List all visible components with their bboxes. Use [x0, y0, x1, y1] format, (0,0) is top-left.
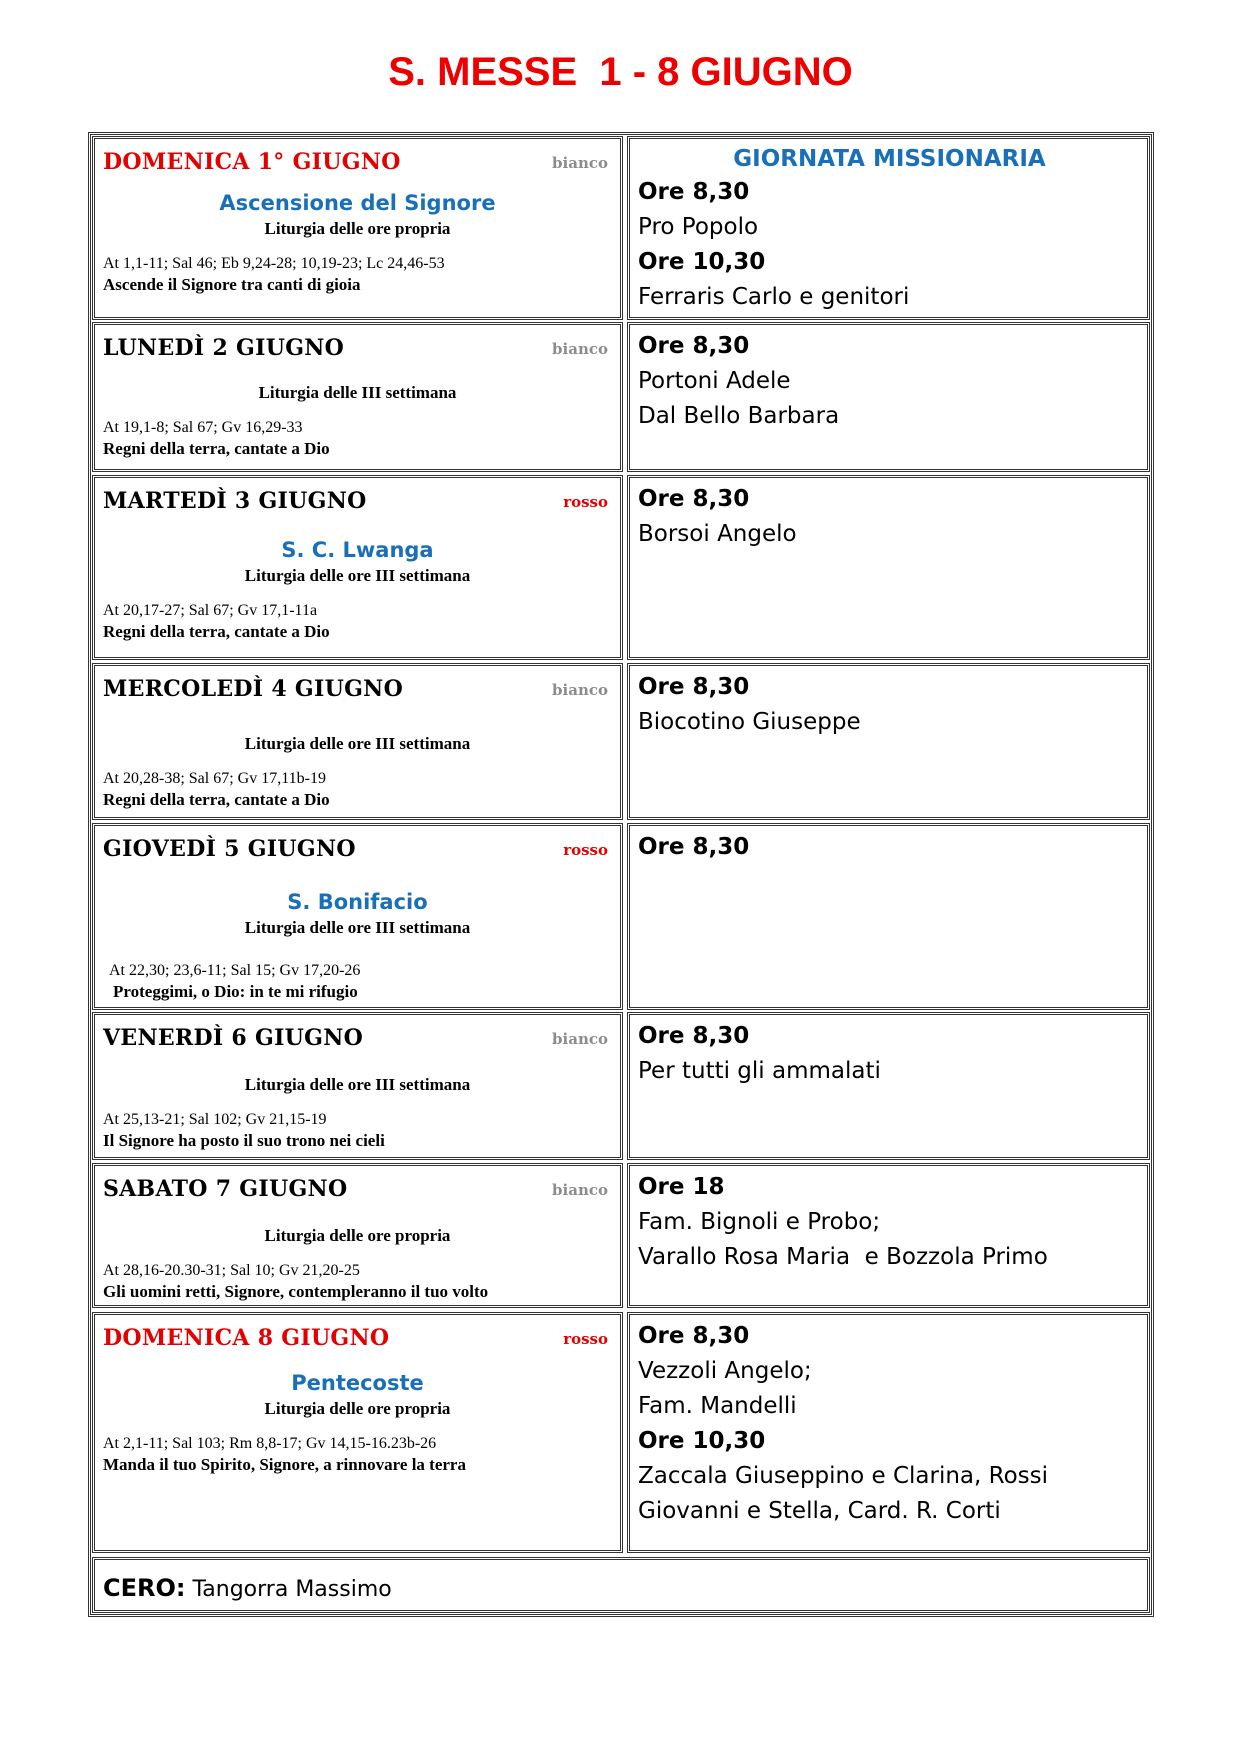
liturgical-color: bianco	[552, 1181, 608, 1199]
readings: At 20,28-38; Sal 67; Gv 17,11b-19	[103, 770, 326, 787]
mass-time: Ore 18	[638, 1174, 725, 1200]
mass-intention: Dal Bello Barbara	[638, 403, 840, 429]
cero-line	[103, 1574, 392, 1602]
feast-name: Ascensione del Signore	[219, 191, 496, 215]
day-row	[92, 322, 1150, 472]
masses-cell	[627, 1012, 1150, 1160]
cero-name: Tangorra Massimo	[192, 1577, 392, 1602]
feast-name: S. C. Lwanga	[281, 538, 434, 562]
readings: At 1,1-11; Sal 46; Eb 9,24-28; 10,19-23; Lc 24,46-53	[103, 255, 445, 272]
psalm-response: Regni della terra, cantate a Dio	[103, 790, 330, 809]
liturgical-color: rosso	[563, 1330, 608, 1348]
readings: At 20,17-27; Sal 67; Gv 17,1-11a	[103, 602, 318, 619]
mass-time: Ore 10,30	[638, 1428, 766, 1454]
masses-cell	[627, 136, 1150, 320]
page-title: S. MESSE 1 - 8 GIUGNO	[388, 50, 853, 94]
day-row	[92, 1312, 1150, 1553]
day-title: GIOVEDÌ 5 GIUGNO	[103, 836, 356, 862]
readings: At 28,16-20.30-31; Sal 10; Gv 21,20-25	[103, 1262, 360, 1279]
mass-intention: Borsoi Angelo	[638, 521, 797, 547]
masses-cell	[627, 823, 1150, 1010]
liturgy-of-hours: Liturgia delle ore propria	[264, 219, 451, 238]
feast-name: Pentecoste	[291, 1371, 424, 1395]
day-info-cell	[92, 1312, 623, 1553]
day-title: SABATO 7 GIUGNO	[103, 1176, 348, 1202]
day-title: VENERDÌ 6 GIUGNO	[103, 1025, 364, 1051]
liturgical-color: bianco	[552, 681, 608, 699]
mass-intention: Portoni Adele	[638, 368, 791, 394]
masses-cell	[627, 1163, 1150, 1308]
day-info-cell	[92, 663, 623, 820]
psalm-response: Manda il tuo Spirito, Signore, a rinnovare la terra	[103, 1455, 466, 1474]
mass-intention: Fam. Bignoli e Probo;	[638, 1209, 881, 1235]
mass-time: Ore 8,30	[638, 179, 750, 205]
liturgy-of-hours: Liturgia delle III settimana	[258, 383, 457, 402]
day-row	[92, 1012, 1150, 1160]
liturgical-color: rosso	[563, 841, 608, 859]
cero-label: CERO:	[103, 1574, 186, 1602]
psalm-response: Il Signore ha posto il suo trono nei cieli	[103, 1131, 385, 1150]
masses-cell	[627, 322, 1150, 472]
feast-name: S. Bonifacio	[287, 890, 428, 914]
mass-intention: Varallo Rosa Maria e Bozzola Primo	[638, 1244, 1048, 1270]
mass-time: Ore 8,30	[638, 1023, 750, 1049]
mass-list	[638, 329, 1141, 434]
mass-time: Ore 8,30	[638, 834, 750, 860]
psalm-response: Regni della terra, cantate a Dio	[103, 622, 330, 641]
mass-list	[638, 830, 1141, 865]
psalm-response: Ascende il Signore tra canti di gioia	[103, 275, 361, 294]
mass-intention: Pro Popolo	[638, 214, 759, 240]
liturgical-color: bianco	[552, 154, 608, 172]
readings: At 22,30; 23,6-11; Sal 15; Gv 17,20-26	[109, 962, 361, 979]
day-info-cell	[92, 1012, 623, 1160]
cero-cell	[92, 1557, 1150, 1613]
mass-list	[638, 670, 1141, 740]
readings: At 2,1-11; Sal 103; Rm 8,8-17; Gv 14,15-16.23b-26	[103, 1435, 437, 1452]
masses-cell	[627, 1312, 1150, 1553]
readings: At 25,13-21; Sal 102; Gv 21,15-19	[103, 1111, 327, 1128]
mass-list	[638, 1319, 1141, 1529]
day-title: DOMENICA 8 GIUGNO	[103, 1325, 390, 1351]
mass-intention: Fam. Mandelli	[638, 1393, 797, 1419]
mass-time: Ore 8,30	[638, 333, 750, 359]
day-row	[92, 663, 1150, 820]
liturgical-color: bianco	[552, 1030, 608, 1048]
liturgical-color: bianco	[552, 340, 608, 358]
cero-row	[92, 1557, 1150, 1613]
mass-time: Ore 8,30	[638, 486, 750, 512]
mass-list	[638, 143, 1141, 315]
liturgy-of-hours: Liturgia delle ore propria	[264, 1226, 451, 1245]
day-row	[92, 475, 1150, 660]
mass-intention: Vezzoli Angelo;	[638, 1358, 812, 1384]
day-row	[92, 136, 1150, 320]
day-row	[92, 823, 1150, 1010]
masses-cell	[627, 475, 1150, 660]
mass-list	[638, 482, 1141, 552]
liturgy-of-hours: Liturgia delle ore III settimana	[244, 566, 471, 585]
day-info-cell	[92, 322, 623, 472]
special-note: GIORNATA MISSIONARIA	[733, 146, 1046, 172]
day-title: MARTEDÌ 3 GIUGNO	[103, 488, 367, 514]
psalm-response: Gli uomini retti, Signore, contempleranno il tuo volto	[103, 1282, 489, 1301]
day-title: MERCOLEDÌ 4 GIUGNO	[103, 676, 404, 702]
liturgy-of-hours: Liturgia delle ore propria	[264, 1399, 451, 1418]
liturgy-of-hours: Liturgia delle ore III settimana	[244, 734, 471, 753]
mass-intention: Biocotino Giuseppe	[638, 709, 861, 735]
day-title: DOMENICA 1° GIUGNO	[103, 149, 401, 175]
psalm-response: Regni della terra, cantate a Dio	[103, 439, 330, 458]
readings: At 19,1-8; Sal 67; Gv 16,29-33	[103, 419, 303, 436]
masses-cell	[627, 663, 1150, 820]
liturgy-of-hours: Liturgia delle ore III settimana	[244, 1075, 471, 1094]
day-info-cell	[92, 823, 623, 1010]
day-info-cell	[92, 136, 623, 320]
day-info-cell	[92, 475, 623, 660]
mass-intention: Per tutti gli ammalati	[638, 1058, 881, 1084]
psalm-response: Proteggimi, o Dio: in te mi rifugio	[113, 982, 358, 1001]
mass-intention: Zaccala Giuseppino e Clarina, Rossi	[638, 1463, 1049, 1489]
day-title: LUNEDÌ 2 GIUGNO	[103, 335, 345, 361]
mass-time: Ore 10,30	[638, 249, 766, 275]
mass-time: Ore 8,30	[638, 1323, 750, 1349]
liturgical-color: rosso	[563, 493, 608, 511]
day-row	[92, 1163, 1150, 1308]
liturgy-of-hours: Liturgia delle ore III settimana	[244, 918, 471, 937]
mass-intention: Giovanni e Stella, Card. R. Corti	[638, 1498, 1001, 1524]
mass-list	[638, 1170, 1141, 1275]
mass-list	[638, 1019, 1141, 1089]
day-info-cell	[92, 1163, 623, 1308]
mass-intention: Ferraris Carlo e genitori	[638, 284, 910, 310]
mass-time: Ore 8,30	[638, 674, 750, 700]
